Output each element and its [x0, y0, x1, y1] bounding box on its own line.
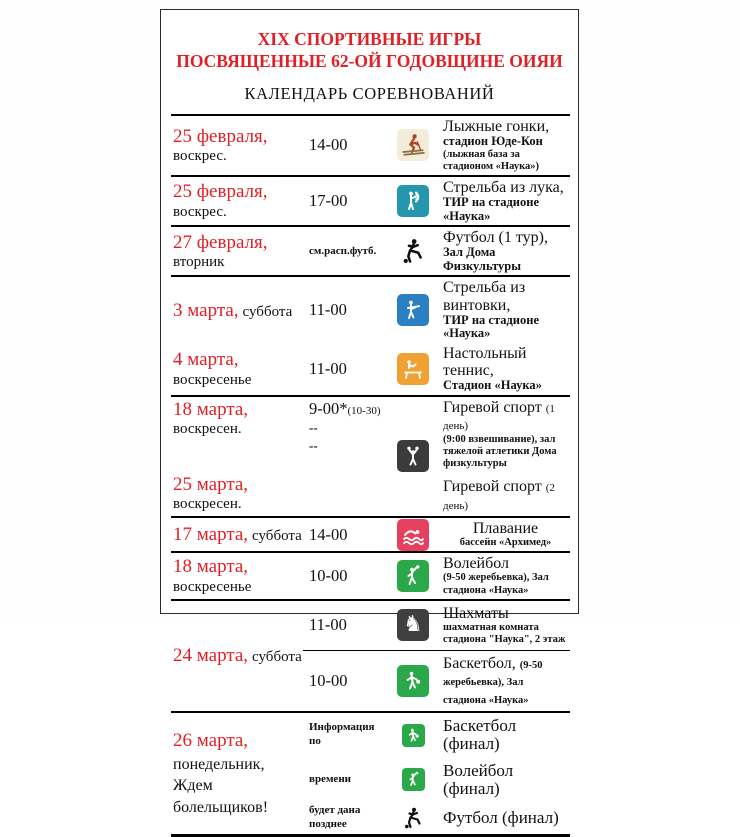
icon-cell	[397, 440, 429, 472]
time-cell: 10-00	[309, 565, 348, 585]
row-finals	[171, 711, 570, 834]
date-text: 4 марта,	[173, 349, 239, 371]
table-row	[171, 116, 570, 175]
time-cell: 14-00	[309, 524, 348, 544]
event-title: Гиревой спорт	[443, 478, 542, 496]
events-column	[303, 601, 570, 711]
event-title: Стрельба из винтовки,	[443, 279, 526, 314]
event-note: (9:00 взвешивание), зал тяжелой атлетики Дома физкультуры	[443, 433, 557, 469]
table-row	[171, 227, 570, 275]
time-cell	[303, 397, 389, 455]
date-text: 24 марта,	[173, 644, 249, 666]
event-location: ТИР на стадионе «Наука»	[443, 312, 540, 341]
row-football-round1	[171, 225, 570, 275]
event-cell	[437, 343, 570, 395]
time-cell: 11-00	[309, 358, 347, 378]
icon-cell	[389, 235, 437, 267]
date-cell	[171, 522, 303, 547]
time-dash: --	[309, 438, 318, 454]
event-title: Настольный теннис,	[443, 344, 527, 380]
weekday-text: суббота	[252, 527, 302, 544]
weekday-text: воскресенье	[173, 578, 252, 595]
weekday-text: суббота	[252, 648, 302, 665]
event-cell	[437, 603, 570, 648]
volleyball-icon	[402, 768, 425, 791]
icon-cell	[389, 609, 437, 641]
weekday-text: воскресенье	[173, 371, 252, 388]
time-info-line: Информация по	[309, 721, 375, 748]
competition-calendar-table	[171, 114, 570, 837]
date-text: 27 февраля,	[173, 231, 268, 253]
event-title: Шахматы	[443, 604, 509, 622]
time-info-line-a: будет дана	[309, 804, 361, 817]
table-subrow-tabletennis	[171, 343, 570, 395]
subrow-basketball-final	[303, 713, 570, 758]
date-cell	[171, 397, 303, 440]
icon-cell	[389, 665, 437, 697]
date-cell	[171, 472, 303, 516]
weekday-text: суббота	[242, 303, 293, 320]
subrow-basketball	[303, 650, 570, 711]
time-cell: 14-00	[309, 135, 348, 155]
date-text: 3 марта,	[173, 299, 239, 321]
event-title: Баскетбол,	[443, 654, 516, 672]
event-cell	[437, 476, 570, 516]
time-cell: 11-00	[309, 615, 347, 635]
date-text: 25 марта,	[173, 473, 249, 495]
event-cell	[437, 715, 570, 756]
time-cell: 17-00	[309, 191, 348, 211]
date-cell	[171, 230, 303, 273]
event-note: (лыжная база за стадионом «Наука»)	[443, 148, 539, 172]
rifle-shooting-icon	[397, 294, 429, 326]
event-cell	[437, 116, 570, 175]
date-cell	[171, 554, 303, 597]
event-location: ТИР на стадионе «Наука»	[443, 195, 540, 223]
event-cell	[437, 397, 570, 472]
row-rifle-tabletennis	[171, 275, 570, 395]
row-kettlebell-sport	[171, 395, 570, 516]
icon-cell	[389, 519, 437, 551]
basketball-icon	[402, 724, 425, 747]
weekday-text: воскрес.	[173, 203, 227, 220]
event-location: стадион Юде-Кон	[443, 134, 543, 149]
icon-cell	[389, 768, 437, 791]
event-cell	[437, 807, 570, 829]
subrow-football-final	[303, 802, 570, 834]
page-title-line2: ПОСВЯЩЕННЫЕ 62-ОЙ ГОДОВЩИНЕ ОИЯИ	[176, 50, 563, 71]
event-title: Плавание	[472, 519, 539, 537]
date-cell	[171, 713, 303, 834]
time-cell: 11-00	[309, 300, 347, 320]
event-title: Футбол (финал)	[443, 807, 559, 827]
event-title: Гиревой спорт	[443, 398, 542, 416]
date-text: 18 марта,	[173, 398, 249, 420]
event-cell	[437, 760, 570, 801]
icon-cell	[389, 724, 437, 747]
event-cell	[437, 277, 570, 343]
event-note: (9-50 жеребьевка), Зал стадиона «Наука»	[443, 659, 543, 706]
icon-cell	[389, 560, 437, 592]
time-dash: --	[309, 419, 318, 435]
icon-cell	[389, 129, 437, 161]
date-cell	[171, 179, 303, 222]
table-row	[171, 553, 570, 598]
subrow-volleyball-final	[303, 758, 570, 803]
event-title: Волейбол	[443, 555, 510, 573]
icon-cell	[389, 185, 437, 217]
date-text: 18 марта,	[173, 556, 249, 578]
event-title: Волейбол (финал)	[443, 760, 514, 798]
icon-cell	[389, 353, 437, 385]
event-location: Зал Дома Физкультуры	[443, 245, 522, 273]
knight-glyph: ♞	[403, 612, 423, 638]
subrow-chess	[303, 601, 570, 650]
date-text: 25 февраля,	[173, 125, 268, 147]
time-line	[309, 399, 389, 419]
chess-icon	[397, 609, 429, 641]
row-swimming	[171, 516, 570, 551]
event-title: Баскетбол (финал)	[443, 715, 517, 754]
date-text: 25 февраля,	[173, 181, 268, 203]
event-cell	[437, 518, 570, 551]
row-chess-basketball	[171, 599, 570, 711]
date-cell	[171, 124, 303, 167]
weekday-text: воскресен.	[173, 495, 242, 512]
tagline-text: Ждем болельщиков!	[173, 777, 269, 816]
date-line	[173, 643, 303, 669]
kettlebell-icon	[397, 440, 429, 472]
date-cell	[171, 347, 303, 390]
weekday-text: воскрес.	[173, 148, 227, 165]
event-note: шахматная комната стадиона "Наука", 2 этаж	[443, 621, 566, 645]
volleyball-icon	[397, 560, 429, 592]
row-ski-race	[171, 114, 570, 175]
event-cell	[437, 553, 570, 598]
event-location: бассейн «Архимед»	[459, 537, 552, 549]
time-main: 9-00*	[309, 398, 348, 418]
row-volleyball	[171, 551, 570, 598]
time-info-line	[303, 804, 389, 832]
event-title: Лыжные гонки,	[443, 118, 550, 135]
football-icon	[402, 806, 425, 829]
football-icon	[397, 235, 429, 267]
page-header	[161, 10, 578, 104]
date-cell	[171, 298, 303, 323]
event-title: Футбол (1 тур),	[443, 229, 548, 247]
table-row	[171, 177, 570, 225]
event-location: Стадион «Наука»	[443, 378, 542, 393]
basketball-icon	[397, 665, 429, 697]
date-text: 26 марта,	[173, 730, 249, 752]
time-cell: 10-00	[309, 670, 348, 690]
date-cell	[171, 601, 303, 711]
time-cell: см.расп.футб.	[309, 245, 377, 258]
event-title-line	[443, 399, 568, 434]
table-row	[171, 518, 570, 551]
table-row	[171, 397, 570, 516]
row-archery	[171, 175, 570, 225]
event-cell	[437, 177, 570, 225]
weekday-text: понедельник,	[173, 755, 265, 773]
page-subtitle: КАЛЕНДАРЬ СОРЕВНОВАНИЙ	[244, 84, 495, 103]
event-note: (9-50 жеребьевка), Зал стадиона «Наука»	[443, 572, 549, 596]
events-column	[303, 713, 570, 834]
time-info-line: времени	[309, 772, 351, 785]
swimming-icon	[397, 519, 429, 551]
weekday-text: воскресен.	[173, 421, 242, 438]
icon-cell	[389, 806, 437, 829]
weekday-text: вторник	[173, 253, 225, 270]
event-cell	[437, 227, 570, 275]
event-cell	[437, 653, 570, 709]
event-title-note: (2 день)	[443, 482, 555, 512]
time-note: (10-30)	[347, 404, 381, 417]
calendar-page	[160, 9, 579, 830]
archery-icon	[397, 185, 429, 217]
ski-icon	[397, 129, 429, 161]
time-info-line-b: позднее	[309, 817, 347, 830]
icon-cell	[389, 294, 437, 326]
table-subrow-rifle	[171, 277, 570, 343]
table-tennis-icon	[397, 353, 429, 385]
event-title: Стрельба из лука,	[443, 178, 564, 196]
event-title-note: (1 день)	[443, 402, 555, 433]
date-text: 17 марта,	[173, 523, 249, 545]
page-title-line1: XIX СПОРТИВНЫЕ ИГРЫ	[257, 29, 482, 49]
